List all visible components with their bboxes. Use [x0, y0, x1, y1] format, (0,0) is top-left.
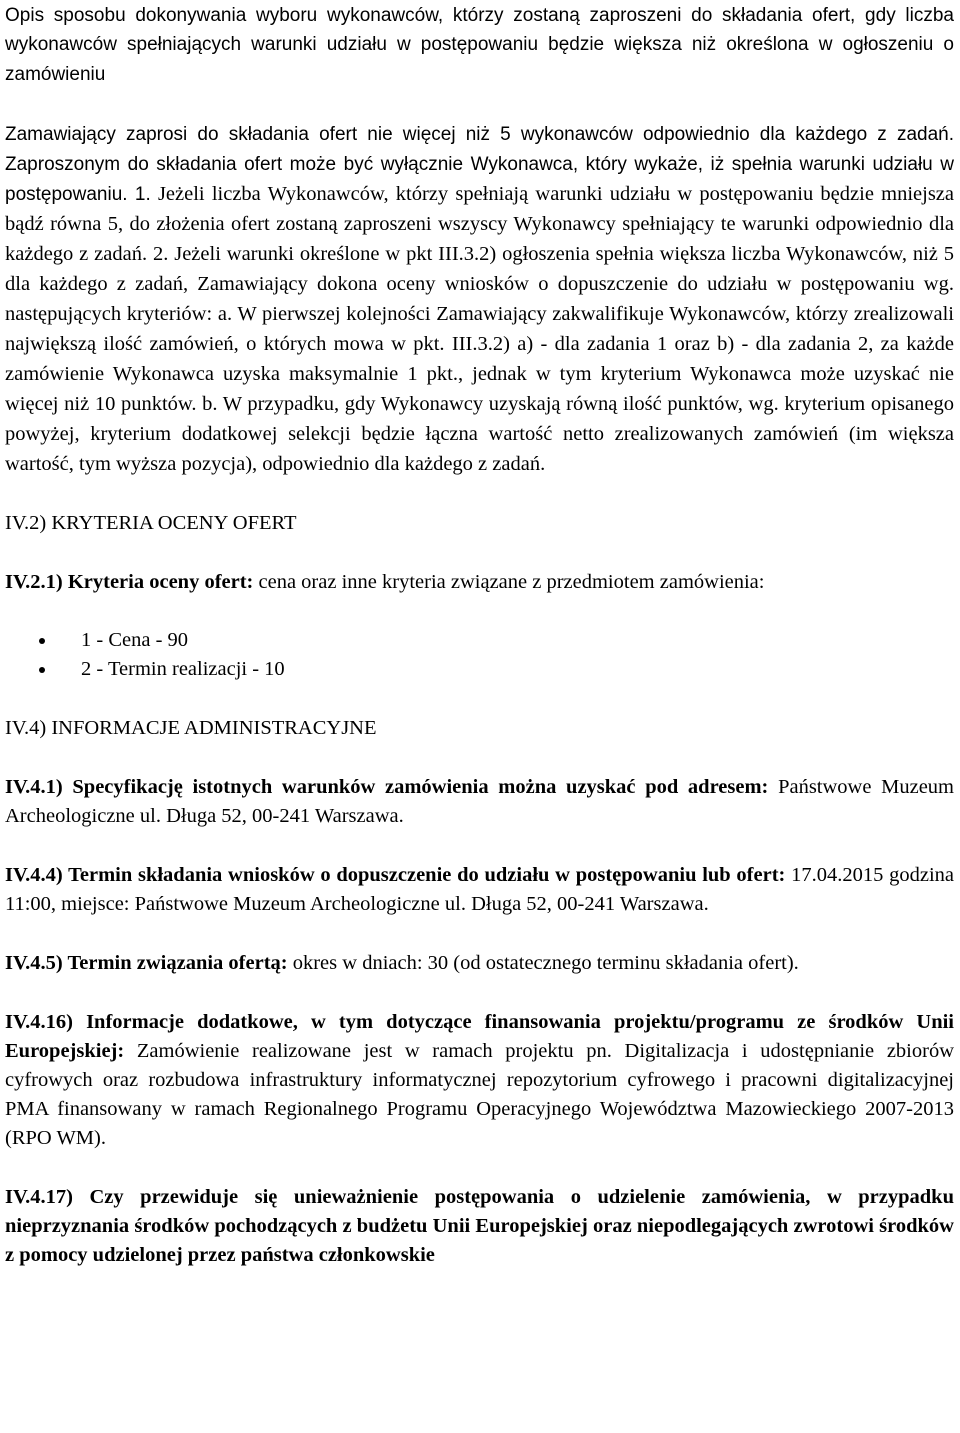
list-item [5, 655, 954, 684]
section-iv4-title: IV.4) INFORMACJE ADMINISTRACYJNE [5, 716, 377, 739]
section-iv416-text: Zamówienie realizowane jest w ramach projektu pn. Digitalizacja i udostępnianie zbiorów cyfrowych oraz rozbudowa infrastruktury informatycznej repozytorium cyfrowego i pracowni digitalizacyjnej PMA finansowany w ramach Regionalnego Programu Operacyjnego Województwa Mazowieckiego 2007-2013 (RPO WM). [5, 1039, 954, 1149]
selection-paragraph [5, 120, 954, 480]
section-iv41-text: Państwowe Muzeum Archeologiczne ul. Długa 52, 00-241 Warszawa. [5, 775, 954, 827]
list-item [5, 626, 954, 655]
section-iv45-label: IV.4.5) Termin związania ofertą: [5, 951, 288, 974]
section-iv41-paragraph [5, 773, 954, 831]
section-iv44-label: IV.4.4) Termin składania wniosków o dopuszczenie do udziału w postępowaniu lub ofert: [5, 863, 786, 886]
selection-heading: Opis sposobu dokonywania wyboru wykonawców, którzy zostaną zaproszeni do składania ofert, gdy liczba wykonawców spełniających warunki udziału w postępowaniu będzie większa niż określona w ogłoszeniu o zamówieniu [5, 5, 954, 85]
section-iv44-paragraph [5, 861, 954, 919]
bullet-icon [39, 667, 45, 673]
section-iv21-text: cena oraz inne kryteria związane z przedmiotem zamówienia: [253, 570, 765, 593]
document-page [0, 1, 960, 1270]
criteria-item-text: 2 - Termin realizacji - 10 [81, 657, 285, 680]
section-iv416-paragraph [5, 1008, 954, 1153]
section-iv41-label: IV.4.1) Specyfikację istotnych warunków zamówienia można uzyskać pod adresem: [5, 775, 769, 798]
section-iv45-text: okres w dniach: 30 (od ostatecznego terminu składania ofert). [287, 951, 799, 974]
criteria-item-text: 1 - Cena - 90 [81, 628, 189, 651]
section-iv417-label: IV.4.17) Czy przewiduje się unieważnienie postępowania o udzielenie zamówienia, w przypadku nieprzyznania środków pochodzących z budżetu Unii Europejskiej oraz niepodlegających zwrotowi środków z pomocy udzielonej przez państwa członkowskie [5, 1185, 954, 1266]
section-iv21-paragraph [5, 568, 954, 597]
bullet-icon [39, 638, 45, 644]
section-iv44-text: 17.04.2015 godzina 11:00, miejsce: Państwowe Muzeum Archeologiczne ul. Długa 52, 00-241 Warszawa. [5, 863, 954, 915]
section-iv45-paragraph [5, 949, 954, 978]
selection-text-serif: Jeżeli liczba Wykonawców, którzy spełniają warunki udziału w postępowaniu będzie mniejsza bądź równa 5, do złożenia ofert zostaną zaproszeni wszyscy Wykonawcy spełniający te warunki odpowiednio dla każdego z zadań. 2. Jeżeli warunki określone w pkt III.3.2) ogłoszenia spełnia większa liczba Wykonawców, niż 5 dla każdego z zadań, Zamawiający dokona oceny wniosków o dopuszczenie do udziału w postępowaniu wg. następujących kryteriów: a. W pierwszej kolejności Zamawiający zakwalifikuje Wykonawców, którzy zrealizowali największą ilość zamówień, o których mowa w pkt. III.3.2) a) - dla zadania 1 oraz b) - dla zadania 2, za każde zamówienie Wykonawca uzyska maksymalnie 1 pkt., jednak w tym kryterium Wykonawca może uzyskać nie więcej niż 10 punktów. b. W przypadku, gdy Wykonawcy uzyskają równą ilość punktów, wg. kryterium opisanego powyżej, kryterium dodatkowej selekcji będzie łączna wartość netto zrealizowanych zamówień (im większa wartość, tym wyższa pozycja), odpowiednio dla każdego z zadań. [5, 182, 954, 475]
section-iv2-title: IV.2) KRYTERIA OCENY OFERT [5, 511, 297, 534]
section-iv416-label: IV.4.16) Informacje dodatkowe, w tym dotyczące finansowania projektu/programu ze środków Unii Europejskiej: [5, 1010, 954, 1062]
section-iv417-paragraph [5, 1183, 954, 1270]
section-iv21-label: IV.2.1) Kryteria oceny ofert: [5, 570, 254, 593]
selection-text-sans: Zamawiający zaprosi do składania ofert nie więcej niż 5 wykonawców odpowiednio dla każdego z zadań. Zaproszonym do składania ofert może być wyłącznie Wykonawca, który wykaże, iż spełnia warunki udziału w postępowaniu. 1. [5, 123, 954, 205]
criteria-list [5, 626, 954, 684]
